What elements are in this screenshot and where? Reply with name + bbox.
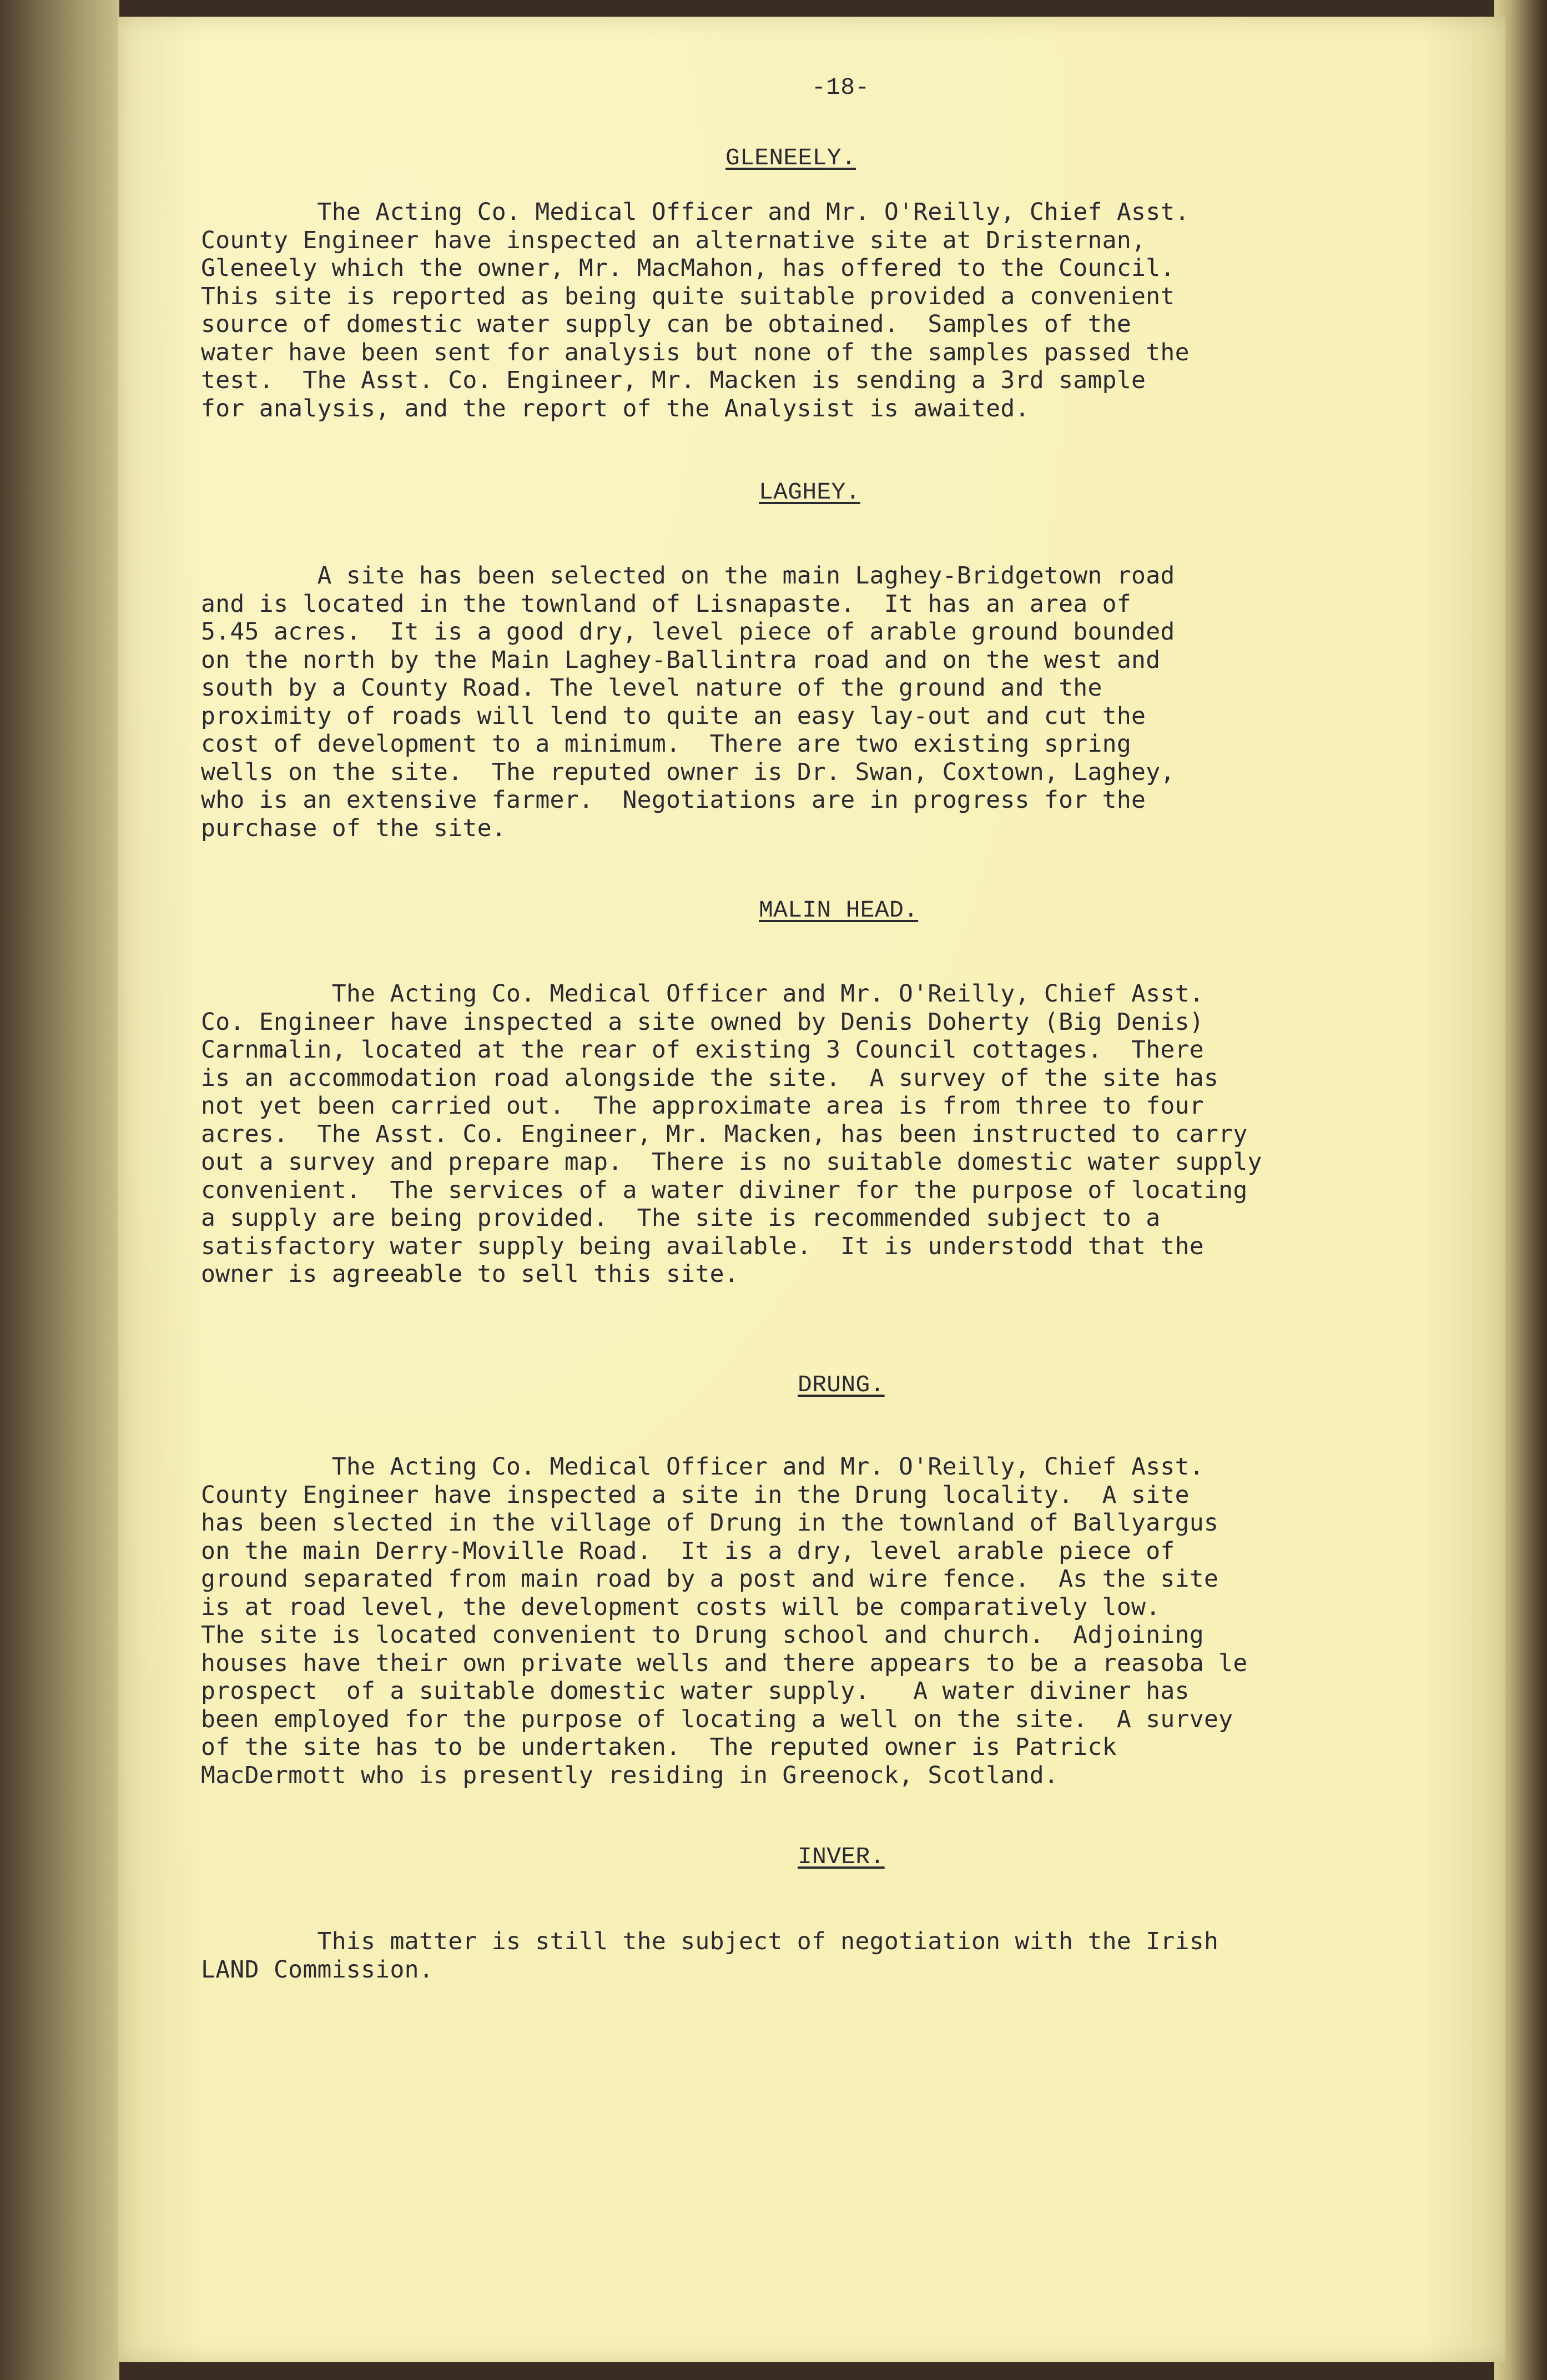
paragraph-gleneely: The Acting Co. Medical Officer and Mr. O'Reilly, Chief Asst. County Engineer have inspected an alternative site at Dristernan, Gleneely which the owner, Mr. MacMahon, has offered to the Council. This site is reported as being quite suitable provided a convenient source of domestic water supply can be obtained. Samples of the water have been sent for analysis but none of the samples passed the test. The Asst. Co. Engineer, Mr. Macken is sending a 3rd sample for analysis, and the report of the Analysist is awaited. [201, 198, 1190, 422]
paragraph-inver: This matter is still the subject of negotiation with the Irish LAND Commission. [201, 1928, 1219, 1984]
paragraph-laghey: A site has been selected on the main Laghey-Bridgetown road and is located in the townland of Lisnapaste. It has an area of 5.45 acres. It is a good dry, level piece of arable ground bounded on the north by the Main Laghey-Ballintra road and on the west and south by a County Road. The level nature of the ground and the proximity of roads will lend to quite an easy lay-out and cut the cost of development to a minimum. There are two existing spring wells on the site. The reputed owner is Dr. Swan, Coxtown, Laghey, who is an extensive farmer. Negotiations are in progress for the purchase of the site. [201, 562, 1175, 842]
document-page [118, 17, 1505, 2362]
heading-inver: INVER. [798, 1843, 885, 1870]
paragraph-drung: The Acting Co. Medical Officer and Mr. O'Reilly, Chief Asst. County Engineer have inspected a site in the Drung locality. A site has been slected in the village of Drung in the townland of Ballyargus on the main Derry-Moville Road. It is a dry, level arable piece of ground separated from main road by a post and wire fence. As the site is at road level, the development costs will be comparatively low. The site is located convenient to Drung school and church. Adjoining houses have their own private wells and there appears to be a reasoba le prospect of a suitable domestic water supply. A water diviner has been employed for the purpose of locating a well on the site. A survey of the site has to be undertaken. The reputed owner is Patrick MacDermott who is presently residing in Greenock, Scotland. [201, 1453, 1248, 1789]
heading-laghey: LAGHEY. [759, 479, 860, 506]
heading-gleneely: GLENEELY. [725, 144, 856, 172]
paragraph-malin-head: The Acting Co. Medical Officer and Mr. O'Reilly, Chief Asst. Co. Engineer have inspected a site owned by Denis Doherty (Big Denis) Carnmalin, located at the rear of existing 3 Council cottages. There is an accommodation road alongside the site. A survey of the site has not yet been carried out. The approximate area is from three to four acres. The Asst. Co. Engineer, Mr. Macken, has been instructed to carry out a survey and prepare map. There is no suitable domestic water supply convenient. The services of a water diviner for the purpose of locating a supply are being provided. The site is recommended subject to a satisfactory water supply being available. It is understodd that the owner is agreeable to sell this site. [201, 980, 1262, 1288]
heading-drung: DRUNG. [798, 1371, 885, 1398]
page-number: -18- [812, 74, 870, 101]
book-binding [0, 0, 119, 2380]
heading-malin-head: MALIN HEAD. [759, 897, 919, 924]
